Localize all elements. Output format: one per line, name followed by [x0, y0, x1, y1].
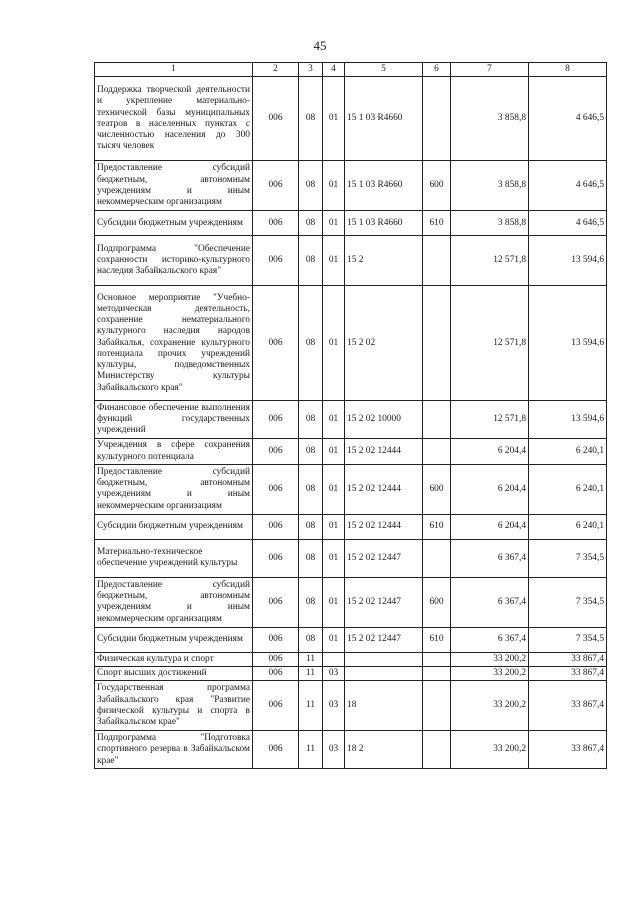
target-article: 15 1 03 R4660	[345, 77, 423, 161]
amount-1: 6 204,4	[451, 464, 529, 514]
subsection-code: 01	[323, 539, 345, 577]
target-article: 18	[345, 681, 423, 731]
target-article: 15 1 03 R4660	[345, 211, 423, 236]
expense-type	[423, 667, 451, 681]
subsection-code: 01	[323, 627, 345, 652]
header-cell: 3	[299, 63, 323, 77]
amount-2: 33 867,4	[529, 652, 607, 666]
amount-2: 13 594,6	[529, 286, 607, 401]
subsection-code: 03	[323, 667, 345, 681]
table-row	[95, 652, 607, 666]
ministry-code: 006	[253, 439, 299, 465]
amount-2: 7 354,5	[529, 539, 607, 577]
row-name: Основное мероприятие "Учебно-методическая деятельность, сохранение нематериального культурного наследия народов Забайкалья, сохранение культурного потенциала прочих учреждений культуры, подведомственных Министерству культуры Забайкальского края"	[95, 286, 253, 401]
amount-2: 13 594,6	[529, 236, 607, 286]
subsection-code: 01	[323, 401, 345, 439]
ministry-code: 006	[253, 514, 299, 539]
amount-1: 33 200,2	[451, 652, 529, 666]
ministry-code: 006	[253, 286, 299, 401]
target-article: 15 2	[345, 236, 423, 286]
amount-1: 12 571,8	[451, 286, 529, 401]
table-row	[95, 77, 607, 161]
amount-1: 12 571,8	[451, 401, 529, 439]
amount-1: 12 571,8	[451, 236, 529, 286]
expense-type	[423, 731, 451, 769]
header-cell: 6	[423, 63, 451, 77]
amount-2: 4 646,5	[529, 211, 607, 236]
amount-1: 33 200,2	[451, 681, 529, 731]
ministry-code: 006	[253, 652, 299, 666]
table-row	[95, 211, 607, 236]
amount-1: 6 204,4	[451, 439, 529, 465]
ministry-code: 006	[253, 577, 299, 627]
amount-2: 7 354,5	[529, 627, 607, 652]
subsection-code: 01	[323, 236, 345, 286]
table-row	[95, 627, 607, 652]
expense-type	[423, 539, 451, 577]
section-code: 08	[299, 539, 323, 577]
row-name: Подпрограмма "Подготовка спортивного резерва в Забайкальском крае"	[95, 731, 253, 769]
target-article: 15 2 02 12444	[345, 464, 423, 514]
amount-1: 6 367,4	[451, 577, 529, 627]
table-row	[95, 539, 607, 577]
table-row	[95, 681, 607, 731]
section-code: 08	[299, 236, 323, 286]
section-code: 08	[299, 439, 323, 465]
target-article: 15 2 02 12447	[345, 539, 423, 577]
expense-type	[423, 681, 451, 731]
expense-type	[423, 77, 451, 161]
header-row	[95, 63, 607, 77]
table-row	[95, 514, 607, 539]
subsection-code	[323, 652, 345, 666]
expense-type	[423, 236, 451, 286]
section-code: 08	[299, 464, 323, 514]
subsection-code: 01	[323, 286, 345, 401]
row-name: Спорт высших достижений	[95, 667, 253, 681]
expense-type: 610	[423, 514, 451, 539]
ministry-code: 006	[253, 77, 299, 161]
row-name: Субсидии бюджетным учреждениям	[95, 514, 253, 539]
amount-2: 33 867,4	[529, 681, 607, 731]
section-code: 08	[299, 514, 323, 539]
amount-1: 3 858,8	[451, 211, 529, 236]
ministry-code: 006	[253, 161, 299, 211]
ministry-code: 006	[253, 539, 299, 577]
amount-2: 33 867,4	[529, 667, 607, 681]
subsection-code: 03	[323, 681, 345, 731]
row-name: Предоставление субсидий бюджетным, автономным учреждениям и иным некоммерческим организациям	[95, 577, 253, 627]
subsection-code: 01	[323, 161, 345, 211]
expense-type	[423, 652, 451, 666]
row-name: Физическая культура и спорт	[95, 652, 253, 666]
amount-1: 3 858,8	[451, 77, 529, 161]
header-cell: 5	[345, 63, 423, 77]
target-article	[345, 667, 423, 681]
row-name: Субсидии бюджетным учреждениям	[95, 211, 253, 236]
target-article: 15 2 02 10000	[345, 401, 423, 439]
table-row	[95, 731, 607, 769]
expense-type	[423, 286, 451, 401]
header-cell: 7	[451, 63, 529, 77]
target-article: 15 2 02 12444	[345, 439, 423, 465]
row-name: Государственная программа Забайкальского края "Развитие физической культуры и спорта в Забайкальском крае"	[95, 681, 253, 731]
section-code: 08	[299, 161, 323, 211]
amount-1: 6 204,4	[451, 514, 529, 539]
section-code: 08	[299, 627, 323, 652]
table-row	[95, 161, 607, 211]
section-code: 08	[299, 77, 323, 161]
table-row	[95, 401, 607, 439]
section-code: 11	[299, 731, 323, 769]
expense-type	[423, 401, 451, 439]
amount-2: 6 240,1	[529, 439, 607, 465]
subsection-code: 03	[323, 731, 345, 769]
expense-type: 600	[423, 577, 451, 627]
subsection-code: 01	[323, 514, 345, 539]
ministry-code: 006	[253, 731, 299, 769]
target-article	[345, 652, 423, 666]
target-article: 15 2 02 12447	[345, 627, 423, 652]
ministry-code: 006	[253, 464, 299, 514]
page-number: 45	[313, 38, 327, 53]
amount-1: 33 200,2	[451, 667, 529, 681]
section-code: 08	[299, 286, 323, 401]
row-name: Материально-техническое обеспечение учреждений культуры	[95, 539, 253, 577]
row-name: Подпрограмма "Обеспечение сохранности историко-культурного наследия Забайкальского края"	[95, 236, 253, 286]
expense-type: 600	[423, 464, 451, 514]
header-cell: 4	[323, 63, 345, 77]
section-code: 11	[299, 681, 323, 731]
table-row	[95, 286, 607, 401]
target-article: 18 2	[345, 731, 423, 769]
subsection-code: 01	[323, 439, 345, 465]
header-cell: 2	[253, 63, 299, 77]
ministry-code: 006	[253, 401, 299, 439]
target-article: 15 1 03 R4660	[345, 161, 423, 211]
row-name: Предоставление субсидий бюджетным, автономным учреждениям и иным некоммерческим организациям	[95, 161, 253, 211]
ministry-code: 006	[253, 681, 299, 731]
amount-2: 6 240,1	[529, 464, 607, 514]
table-row	[95, 667, 607, 681]
amount-1: 6 367,4	[451, 627, 529, 652]
subsection-code: 01	[323, 464, 345, 514]
subsection-code: 01	[323, 211, 345, 236]
row-name: Поддержка творческой деятельности и укрепление материально-технической базы муниципальных театров в населенных пунктах с численностью населения до 300 тысяч человек	[95, 77, 253, 161]
amount-2: 4 646,5	[529, 161, 607, 211]
section-code: 08	[299, 577, 323, 627]
table-row	[95, 236, 607, 286]
subsection-code: 01	[323, 77, 345, 161]
header-cell: 1	[95, 63, 253, 77]
target-article: 15 2 02 12444	[345, 514, 423, 539]
ministry-code: 006	[253, 667, 299, 681]
row-name: Субсидии бюджетным учреждениям	[95, 627, 253, 652]
amount-2: 13 594,6	[529, 401, 607, 439]
amount-1: 33 200,2	[451, 731, 529, 769]
budget-table	[94, 62, 607, 769]
ministry-code: 006	[253, 211, 299, 236]
amount-1: 3 858,8	[451, 161, 529, 211]
expense-type: 600	[423, 161, 451, 211]
ministry-code: 006	[253, 236, 299, 286]
header-cell: 8	[529, 63, 607, 77]
amount-2: 4 646,5	[529, 77, 607, 161]
section-code: 11	[299, 667, 323, 681]
table-row	[95, 577, 607, 627]
amount-1: 6 367,4	[451, 539, 529, 577]
expense-type	[423, 439, 451, 465]
expense-type: 610	[423, 211, 451, 236]
section-code: 08	[299, 401, 323, 439]
amount-2: 6 240,1	[529, 514, 607, 539]
target-article: 15 2 02	[345, 286, 423, 401]
section-code: 11	[299, 652, 323, 666]
row-name: Учреждения в сфере сохранения культурного потенциала	[95, 439, 253, 465]
amount-2: 7 354,5	[529, 577, 607, 627]
amount-2: 33 867,4	[529, 731, 607, 769]
ministry-code: 006	[253, 627, 299, 652]
section-code: 08	[299, 211, 323, 236]
table-row	[95, 464, 607, 514]
target-article: 15 2 02 12447	[345, 577, 423, 627]
expense-type: 610	[423, 627, 451, 652]
row-name: Предоставление субсидий бюджетным, автономным учреждениям и иным некоммерческим организациям	[95, 464, 253, 514]
subsection-code: 01	[323, 577, 345, 627]
row-name: Финансовое обеспечение выполнения функций государственных учреждений	[95, 401, 253, 439]
table-row	[95, 439, 607, 465]
